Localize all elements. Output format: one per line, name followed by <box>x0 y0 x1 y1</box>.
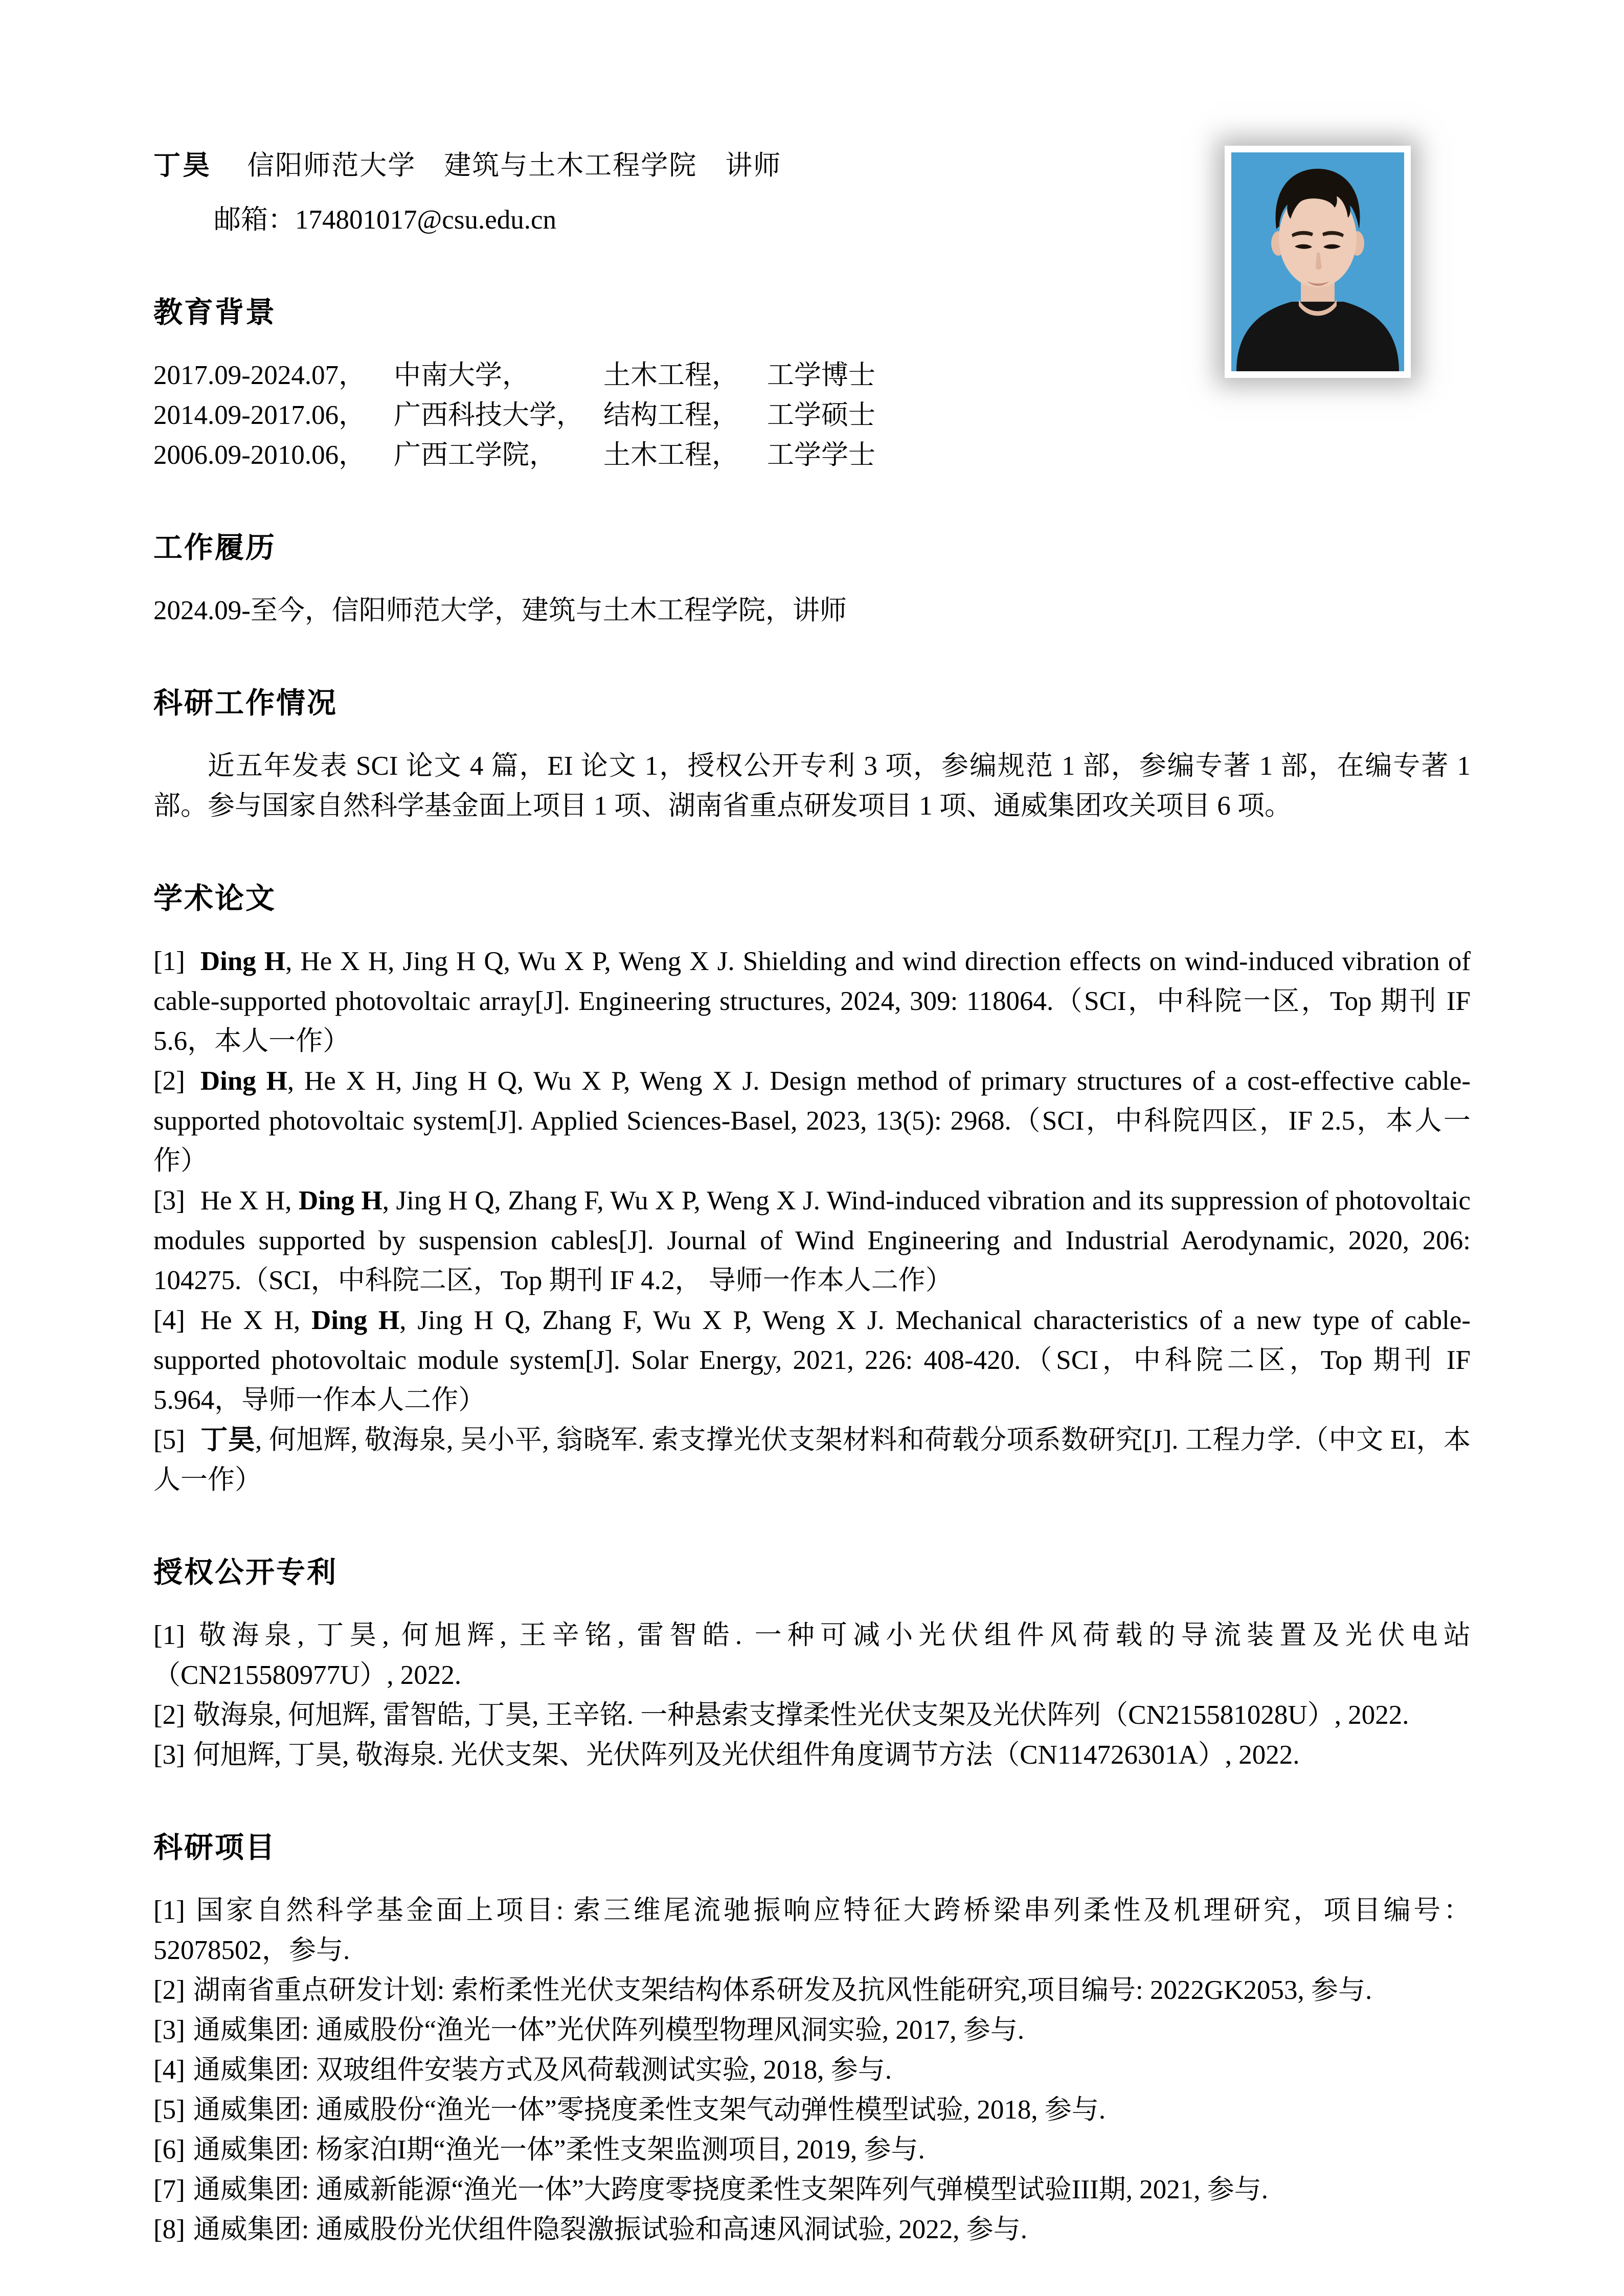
project-index: [8] <box>153 2215 185 2244</box>
profile-photo-image <box>1231 152 1404 371</box>
publication-item <box>153 1300 1471 1420</box>
project-item <box>153 1890 1471 1970</box>
publication-item <box>153 1420 1471 1500</box>
resume-affiliation: 信阳师范大学 建筑与土木工程学院 讲师 <box>247 151 782 181</box>
patent-item <box>153 1695 1471 1735</box>
publication-author-self: Ding H <box>299 1186 382 1215</box>
publication-text: , Jing H Q, Zhang F, Wu X P, Weng X J. Wind-induced vibration and its suppression of photovoltaic modules supported by suspension cables[J]. Journal of Wind Engineering and Industrial Aerodynamic, 2020, 206: 104275.（SCI，中科院二区，Top 期刊 IF 4.2， 导师一作本人二作） <box>153 1186 1471 1295</box>
project-text: 通威集团: 双玻组件安装方式及风荷载测试实验, 2018, 参与. <box>193 2055 892 2085</box>
project-item <box>153 2210 1471 2249</box>
section-title-research-overview: 科研工作情况 <box>153 687 337 719</box>
research-overview-paragraph: 近五年发表 SCI 论文 4 篇，EI 论文 1，授权公开专利 3 项，参编规范 1 部，参编专著 1 部，在编专著 1 部。参与国家自然科学基金面上项目 1 项、湖南省重点研发项目 1 项、通威集团攻关项目 6 项。 <box>153 751 1471 821</box>
publication-author-self: 丁昊 <box>200 1425 255 1455</box>
publication-item <box>153 1061 1471 1181</box>
project-item <box>153 2170 1471 2210</box>
education-period: 2017.09-2024.07， <box>153 361 366 390</box>
education-degree: 工学学士 <box>767 440 875 470</box>
patent-text: 何旭辉, 丁昊, 敬海泉. 光伏支架、光伏阵列及光伏组件角度调节方法（CN114726301A）, 2022. <box>193 1740 1300 1770</box>
publication-author-self: Ding H <box>200 1066 287 1096</box>
project-index: [4] <box>153 2055 185 2085</box>
publication-item <box>153 941 1471 1061</box>
email-label: 邮箱： <box>214 205 295 235</box>
patent-item <box>153 1735 1471 1775</box>
patent-text: 敬海泉, 何旭辉, 雷智皓, 丁昊, 王辛铭. 一种悬索支撑柔性光伏支架及光伏阵列（CN215581028U）, 2022. <box>193 1700 1409 1730</box>
patent-index: [3] <box>153 1740 185 1770</box>
project-text: 通威集团: 通威股份“渔光一体”光伏阵列模型物理风洞实验, 2017, 参与. <box>193 2015 1025 2045</box>
publication-list <box>153 941 1471 1500</box>
publication-index: [3] <box>153 1186 185 1215</box>
education-row <box>153 395 1471 435</box>
education-school: 广西科技大学， <box>394 400 583 430</box>
publication-index: [5] <box>153 1425 185 1455</box>
education-major: 土木工程， <box>603 440 739 470</box>
resume-name: 丁昊 <box>153 150 212 181</box>
profile-photo <box>1225 146 1411 378</box>
project-list <box>153 1890 1471 2249</box>
publication-index: [1] <box>153 947 185 976</box>
project-index: [2] <box>153 1975 185 2005</box>
work-item: 2024.09-至今，信阳师范大学，建筑与土木工程学院，讲师 <box>153 596 847 625</box>
education-major: 结构工程， <box>603 400 739 430</box>
publication-author-self: Ding H <box>200 947 286 976</box>
project-text: 湖南省重点研发计划: 索桁柔性光伏支架结构体系研发及抗风性能研究,项目编号: 2022GK2053, 参与. <box>193 1975 1372 2005</box>
publication-text: , He X H, Jing H Q, Wu X P, Weng X J. Design method of primary structures of a cost-effective cable-supported photovoltaic system[J]. Applied Sciences-Basel, 2023, 13(5): 2968.（SCI，中科院四区，IF 2.5，本人一作） <box>153 1066 1471 1176</box>
publication-text: , Jing H Q, Zhang F, Wu X P, Weng X J. Mechanical characteristics of a new type of cable-supported photovoltaic module system[J]. Solar Energy, 2021, 226: 408-420.（SCI，中科院二区，Top 期刊 IF 5.964，导师一作本人二作） <box>153 1305 1471 1415</box>
section-title-publications: 学术论文 <box>153 882 276 915</box>
project-text: 通威集团: 通威股份“渔光一体”零挠度柔性支架气动弹性模型试验, 2018, 参与. <box>193 2095 1106 2125</box>
publication-text: , He X H, Jing H Q, Wu X P, Weng X J. Shielding and wind direction effects on wind-induced vibration of cable-supported photovoltaic array[J]. Engineering structures, 2024, 309: 118064.（SCI，中科院一区，Top 期刊 IF 5.6，本人一作） <box>153 947 1471 1056</box>
project-text: 国家自然科学基金面上项目: 索三维尾流驰振响应特征大跨桥梁串列柔性及机理研究，项目编号：52078502，参与. <box>153 1896 1471 1965</box>
email-value: 174801017@csu.edu.cn <box>295 205 557 235</box>
patent-list <box>153 1615 1471 1775</box>
project-item <box>153 2130 1471 2170</box>
project-index: [1] <box>153 1896 185 1925</box>
patent-index: [2] <box>153 1700 185 1730</box>
publication-author-self: Ding H <box>311 1305 400 1335</box>
project-item <box>153 1970 1471 2010</box>
publication-item <box>153 1181 1471 1300</box>
patent-index: [1] <box>153 1620 185 1650</box>
education-degree: 工学硕士 <box>767 400 875 430</box>
project-index: [6] <box>153 2135 185 2165</box>
education-school: 中南大学， <box>394 361 529 390</box>
project-text: 通威集团: 通威新能源“渔光一体”大跨度零挠度柔性支架阵列气弹模型试验III期, 2021, 参与. <box>193 2175 1269 2204</box>
education-period: 2014.09-2017.06， <box>153 400 366 430</box>
education-row <box>153 435 1471 475</box>
education-school: 广西工学院， <box>394 440 556 470</box>
education-period: 2006.09-2010.06， <box>153 440 366 470</box>
section-title-work: 工作履历 <box>153 531 276 564</box>
project-index: [7] <box>153 2175 185 2204</box>
section-title-patents: 授权公开专利 <box>153 1556 337 1589</box>
publication-index: [4] <box>153 1305 185 1335</box>
publication-text: , 何旭辉, 敬海泉, 吴小平, 翁晓军. 索支撑光伏支架材料和荷载分项系数研究[J]. 工程力学.（中文 EI，本人一作） <box>153 1425 1471 1495</box>
section-title-education: 教育背景 <box>153 296 276 329</box>
education-degree: 工学博士 <box>767 361 875 390</box>
project-index: [5] <box>153 2095 185 2125</box>
project-item <box>153 2090 1471 2130</box>
patent-item <box>153 1615 1471 1695</box>
project-text: 通威集团: 杨家泊I期“渔光一体”柔性支架监测项目, 2019, 参与. <box>193 2135 925 2165</box>
project-item <box>153 2010 1471 2050</box>
publication-index: [2] <box>153 1066 185 1096</box>
education-major: 土木工程， <box>603 361 739 390</box>
section-title-projects: 科研项目 <box>153 1831 276 1864</box>
project-item <box>153 2050 1471 2090</box>
publication-authors-prefix: He X H, <box>200 1305 312 1335</box>
project-text: 通威集团: 通威股份光伏组件隐裂激振试验和高速风洞试验, 2022, 参与. <box>193 2215 1028 2244</box>
project-index: [3] <box>153 2015 185 2045</box>
publication-authors-prefix: He X H, <box>200 1186 299 1215</box>
patent-text: 敬海泉, 丁昊, 何旭辉, 王辛铭, 雷智皓. 一种可减小光伏组件风荷载的导流装置及光伏电站（CN215580977U）, 2022. <box>153 1620 1471 1690</box>
